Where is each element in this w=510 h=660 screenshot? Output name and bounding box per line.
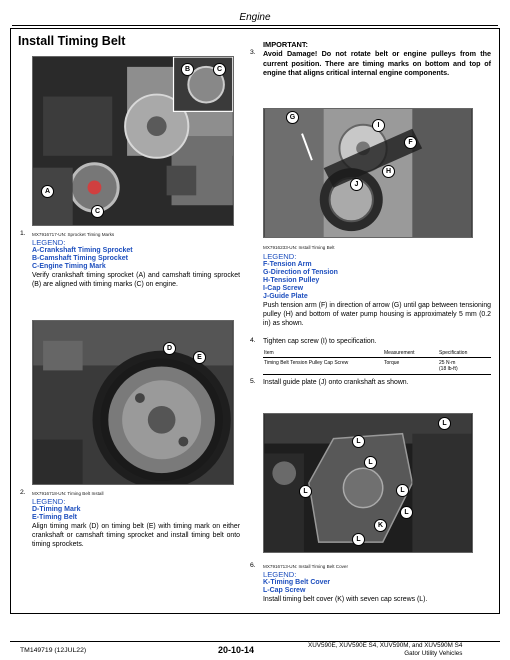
spec-col-measurement: Measurement: [383, 349, 438, 358]
callout-l: L: [396, 484, 409, 497]
callout-l: L: [400, 506, 413, 519]
fig3-id: MX7916233-UN: Install Timing Belt: [263, 245, 335, 250]
spec-table: [263, 349, 491, 375]
callout-f: F: [404, 136, 417, 149]
callout-k: K: [374, 519, 387, 532]
callout-h: H: [382, 165, 395, 178]
fig3-legend-item: H-Tension Pulley: [263, 277, 320, 284]
section-title: Install Timing Belt: [18, 34, 126, 48]
fig1-legend-item: B-Camshaft Timing Sprocket: [32, 255, 128, 262]
photo-timing-belt-install: [32, 320, 234, 485]
fig1-id: MX7916717-UN: Sprocket Timing Marks: [32, 232, 115, 237]
step-2-number: 2.: [20, 489, 26, 496]
step-5-number: 5.: [250, 378, 256, 385]
step-4-text: Tighten cap screw (I) to specification.: [263, 338, 377, 345]
step-5-text: Install guide plate (J) onto crankshaft as shown.: [263, 379, 409, 386]
fig2-legend-title: LEGEND:: [32, 497, 66, 506]
fig4-legend-title: LEGEND:: [263, 570, 297, 579]
callout-b: B: [181, 63, 194, 76]
fig4-instruction: Install timing belt cover (K) with seven cap screws (L).: [263, 596, 428, 603]
step-1-number: 1.: [20, 230, 26, 237]
photo-cover-art: [264, 414, 472, 552]
fig2-id: MX7916718-UN: Timing Belt Install: [32, 491, 104, 496]
callout-l: L: [299, 485, 312, 498]
page-header-title: Engine: [239, 12, 271, 23]
spec-value-imperial: (18 lb-ft): [439, 366, 458, 372]
fig3-legend-item: F-Tension Arm: [263, 261, 312, 268]
header-rule: [12, 25, 498, 26]
spec-cell-item: Timing Belt Tension Pulley Cap Screw: [263, 358, 383, 375]
table-row: [263, 358, 491, 375]
footer-subtitle: Gator Utility Vehicles: [404, 650, 463, 658]
fig4-id: MX7916713-UN: Install Timing Belt Cover: [263, 564, 349, 569]
photo-sprocket-art: [33, 57, 233, 225]
spec-table-header-row: [263, 349, 491, 358]
fig1-instruction: Verify crankshaft timing sprocket (A) and camshaft timing sprocket (B) are aligned with timing marks (C) on engine.: [32, 272, 240, 289]
footer-models: [308, 642, 462, 658]
callout-c-bottom: C: [91, 205, 104, 218]
photo-tension-arm: [263, 108, 473, 238]
callout-l: L: [352, 533, 365, 546]
callout-l: L: [364, 456, 377, 469]
fig3-legend-title: LEGEND:: [263, 252, 297, 261]
callout-a: A: [41, 185, 54, 198]
spec-col-item: Item: [263, 349, 383, 358]
callout-e: E: [193, 351, 206, 364]
callout-j: J: [350, 178, 363, 191]
spec-value-metric: 25 N·m: [439, 360, 456, 366]
callout-c-top: C: [213, 63, 226, 76]
step-4-number: 4.: [250, 337, 256, 344]
spec-cell-measurement: Torque: [383, 358, 438, 375]
fig1-legend-item: C-Engine Timing Mark: [32, 263, 106, 270]
fig3-legend-item: I-Cap Screw: [263, 285, 304, 292]
fig3-legend-item: G-Direction of Tension: [263, 269, 338, 276]
fig3-instruction: Push tension arm (F) in direction of arrow (G) until gap between tensioning pulley (H) and bottom of water pump housing is approximately 5 mm (0.2 in) as shown.: [263, 302, 491, 328]
fig1-legend-title: LEGEND:: [32, 238, 66, 247]
photo-belt-art: [33, 321, 233, 484]
footer-manual-code: TM149719 (12JUL22): [20, 647, 87, 654]
footer-page-number: 20-10-14: [218, 645, 255, 655]
spec-cell-specification: [438, 358, 491, 375]
photo-sprocket-timing-marks: [32, 56, 234, 226]
important-heading: IMPORTANT:: [263, 40, 309, 49]
callout-g: G: [286, 111, 299, 124]
fig2-instruction: Align timing mark (D) on timing belt (E) with timing mark on either crankshaft or camshaft timing sprocket and install timing belt onto timing sprockets.: [32, 523, 240, 549]
fig1-legend-item: A-Crankshaft Timing Sprocket: [32, 247, 133, 254]
callout-l: L: [438, 417, 451, 430]
callout-i: I: [372, 119, 385, 132]
callout-d: D: [163, 342, 176, 355]
important-text: Avoid Damage! Do not rotate belt or engine pulleys from the current position. There are timing marks on bottom and top of engine that aligns critical internal engine components.: [263, 49, 491, 77]
photo-timing-belt-cover: [263, 413, 473, 553]
fig4-legend-item: K-Timing Belt Cover: [263, 579, 331, 586]
step-3-number: 3.: [250, 49, 256, 56]
photo-tension-art: [264, 109, 472, 237]
fig2-legend-item: D-Timing Mark: [32, 506, 81, 513]
callout-l: L: [352, 435, 365, 448]
step-6-number: 6.: [250, 562, 256, 569]
fig2-legend-item: E-Timing Belt: [32, 514, 77, 521]
fig3-legend-item: J-Guide Plate: [263, 293, 308, 300]
footer-model-list: XUV590E, XUV590E S4, XUV590M, and XUV590M S4: [308, 642, 463, 649]
fig4-legend-item: L-Cap Screw: [263, 587, 306, 594]
spec-col-specification: Specification: [438, 349, 491, 358]
